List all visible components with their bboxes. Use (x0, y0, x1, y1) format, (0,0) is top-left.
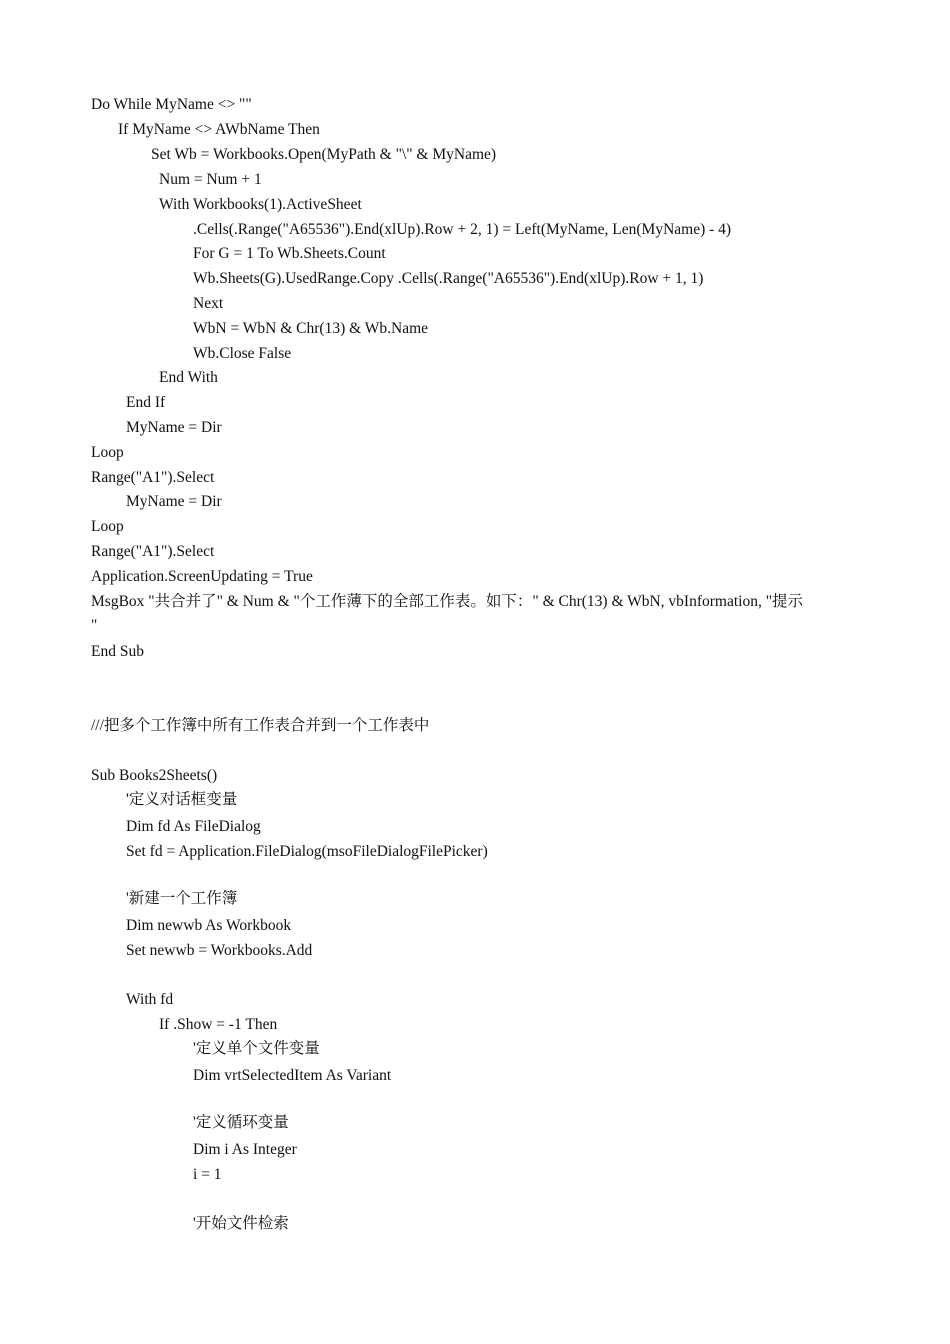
code-line: Next (193, 295, 224, 312)
code-line: MyName = Dir (126, 419, 222, 436)
code-line: With fd (126, 991, 174, 1008)
code-line: " (91, 617, 98, 634)
code-comment: '新建一个工作簿 (126, 890, 238, 907)
section-heading: ///把多个工作簿中所有工作表合并到一个工作表中 (91, 717, 430, 734)
code-line: Sub Books2Sheets() (91, 767, 218, 784)
code-line: Wb.Sheets(G).UsedRange.Copy .Cells(.Range("A65536").End(xlUp).Row + 1, 1) (193, 270, 704, 287)
code-line: .Cells(.Range("A65536").End(xlUp).Row + 2, 1) = Left(MyName, Len(MyName) - 4) (193, 221, 732, 238)
code-line: Dim vrtSelectedItem As Variant (193, 1067, 392, 1084)
code-line: i = 1 (193, 1166, 222, 1183)
code-line: Dim fd As FileDialog (126, 818, 261, 835)
code-line: Loop (91, 518, 124, 535)
code-line: End If (126, 394, 166, 411)
code-line: MyName = Dir (126, 493, 222, 510)
code-line: If MyName <> AWbName Then (118, 121, 320, 138)
code-comment: '定义对话框变量 (126, 791, 238, 808)
code-line: Range("A1").Select (91, 469, 215, 486)
code-line: End Sub (91, 643, 144, 660)
code-line: WbN = WbN & Chr(13) & Wb.Name (193, 320, 429, 337)
code-line: Loop (91, 444, 124, 461)
code-line: Set Wb = Workbooks.Open(MyPath & "\" & MyName) (151, 146, 497, 163)
code-comment: '定义单个文件变量 (193, 1040, 320, 1057)
code-line: For G = 1 To Wb.Sheets.Count (193, 245, 386, 262)
code-line: Dim newwb As Workbook (126, 917, 292, 934)
code-comment: '开始文件检索 (193, 1215, 289, 1232)
code-line: Wb.Close False (193, 345, 292, 362)
code-line: With Workbooks(1).ActiveSheet (159, 196, 362, 213)
code-line: Dim i As Integer (193, 1141, 297, 1158)
code-line: MsgBox "共合并了" & Num & "个工作薄下的全部工作表。如下：" & Chr(13) & WbN, vbInformation, "提示 (91, 593, 804, 610)
code-line: Set fd = Application.FileDialog(msoFileDialogFilePicker) (126, 843, 488, 860)
code-line: If .Show = -1 Then (159, 1016, 278, 1033)
code-comment: '定义循环变量 (193, 1114, 289, 1131)
code-line: Set newwb = Workbooks.Add (126, 942, 313, 959)
code-line: Application.ScreenUpdating = True (91, 568, 313, 585)
code-line: End With (159, 369, 218, 386)
code-line: Range("A1").Select (91, 543, 215, 560)
code-line: Num = Num + 1 (159, 171, 262, 188)
code-line: Do While MyName <> "" (91, 96, 252, 113)
